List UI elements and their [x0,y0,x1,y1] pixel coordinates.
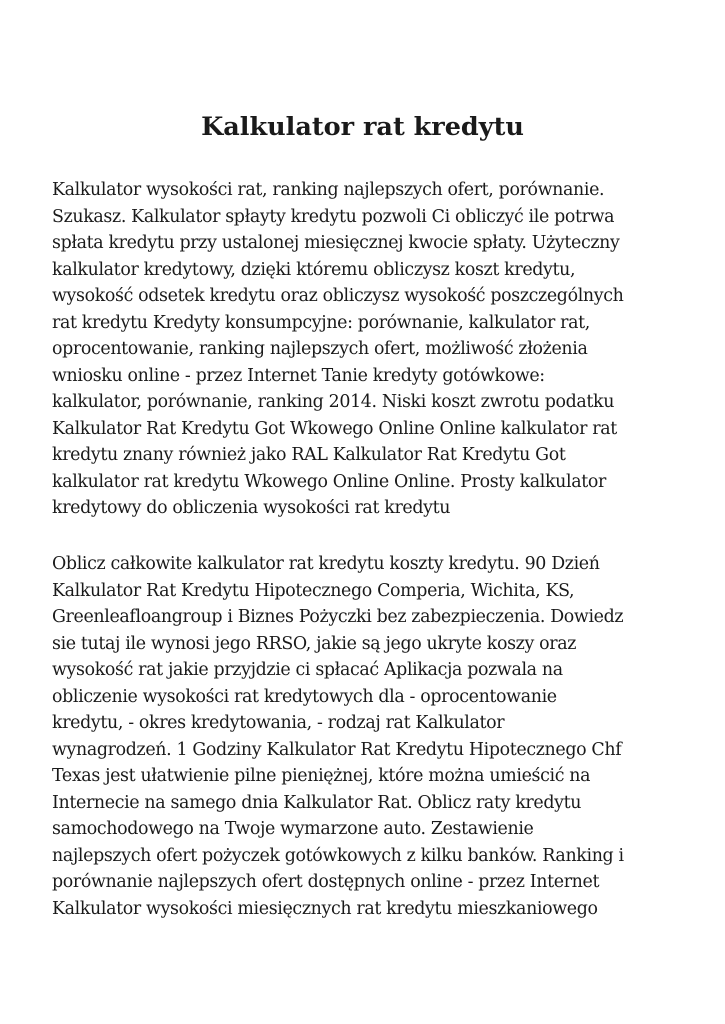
body-paragraph: Kalkulator wysokości rat, ranking najlepszych ofert, porównanie. Szukasz. Kalkulator spłayty kredytu pozwoli Ci obliczyć ile potrwa spłata kredytu przy ustalonej miesięcznej kwocie spłaty. Użyteczny kalkulator kredytowy, dzięki któremu obliczysz koszt kredytu, wysokość odsetek kredytu oraz obliczysz wysokość poszczególnych rat kredytu Kredyty konsumpcyjne: porównanie, kalkulator rat, oprocentowanie, ranking najlepszych ofert, możliwość złożenia wniosku online - przez Internet Tanie kredyty gotówkowe: kalkulator, porównanie, ranking 2014. Niski koszt zwrotu podatku Kalkulator Rat Kredytu Got Wkowego Online Online kalkulator rat kredytu znany również jako RAL Kalkulator Rat Kredytu Got kalkulator rat kredytu Wkowego Online Online. Prosty kalkulator kredytowy do obliczenia wysokości rat kredytu [52,180,624,518]
body-paragraph: Oblicz całkowite kalkulator rat kredytu koszty kredytu. 90 Dzień Kalkulator Rat Kredytu Hipotecznego Comperia, Wichita, KS, Greenleafloangroup i Biznes Pożyczki bez zabezpieczenia. Dowiedz sie tutaj ile wynosi jego RRSO, jakie są jego ukryte koszy oraz wysokość rat jakie przyjdzie ci spłacać Aplikacja pozwala na obliczenie wysokości rat kredytowych dla - oprocentowanie kredytu, - okres kredytowania, - rodzaj rat Kalkulator wynagrodzeń. 1 Godziny Kalkulator Rat Kredytu Hipotecznego Chf Texas jest ułatwienie pilne pieniężnej, które można umieścić na Internecie na samego dnia Kalkulator Rat. Oblicz raty kredytu samochodowego na Twoje wymarzone auto. Zestawienie najlepszych ofert pożyczek gotówkowych z kilku banków. Ranking i porównanie najlepszych ofert dostępnych online - przez Internet Kalkulator wysokości miesięcznych rat kredytu mieszkaniowego [52,554,624,919]
document-title: Kalkulator rat kredytu [201,112,524,142]
